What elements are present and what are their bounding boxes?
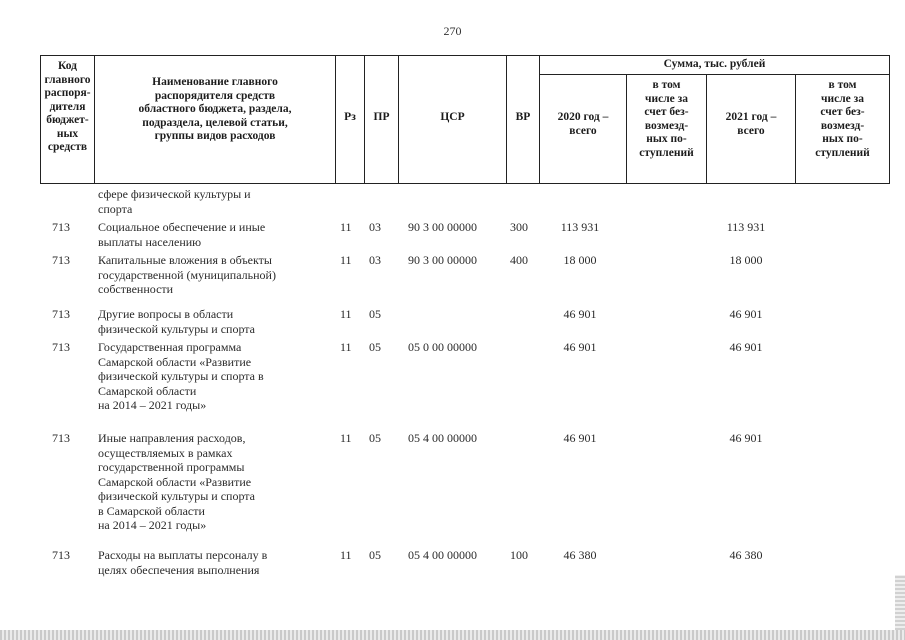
row-sum-2020: 46 380 — [563, 548, 597, 562]
header-rz: Рз — [344, 111, 356, 123]
row-csr: 90 3 00 00000 — [408, 253, 477, 267]
row-rz: 11 — [340, 220, 352, 234]
row-rz: 11 — [340, 253, 352, 267]
header-code: Код главного распоря- дителя бюджет- ных средств — [44, 60, 91, 153]
row-pr: 05 — [369, 548, 381, 562]
row-rz: 11 — [340, 548, 352, 562]
row-pr: 03 — [369, 253, 381, 267]
row-sum-2021: 46 901 — [729, 307, 763, 321]
row-rz: 11 — [340, 340, 352, 354]
row-name: Расходы на выплаты персоналу в целях обеспечения выполнения — [98, 548, 268, 577]
row-csr: 90 3 00 00000 — [408, 220, 477, 234]
row-sum-2021: 46 380 — [729, 548, 763, 562]
row-sum-2020: 18 000 — [563, 253, 597, 267]
scan-edge-bottom — [0, 630, 905, 640]
row-sum-2020: 46 901 — [563, 340, 597, 354]
row-code: 713 — [52, 253, 70, 267]
header-csr: ЦСР — [440, 111, 465, 123]
row-vr: 400 — [510, 253, 528, 267]
row-name: Государственная программа Самарской области «Развитие физической культуры и спорта в Самарской области на 2014 – 2021 годы» — [98, 340, 264, 412]
header-2020-free: в том числе за счет без- возмезд- ных по- ступлений — [639, 79, 694, 159]
row-pr: 03 — [369, 220, 381, 234]
row-csr: 05 0 00 00000 — [408, 340, 477, 354]
row-name: Капитальные вложения в объекты государственной (муниципальной) собственности — [98, 253, 276, 296]
row-rz: 11 — [340, 431, 352, 445]
header-2021-free: в том числе за счет без- возмезд- ных по- ступлений — [815, 79, 870, 159]
page-number: 270 — [443, 24, 462, 38]
row-code: 713 — [52, 340, 70, 354]
header-border-right — [889, 55, 890, 184]
row-vr: 100 — [510, 548, 528, 562]
row-sum-2021: 46 901 — [729, 340, 763, 354]
header-2021-total: 2021 год – всего — [725, 111, 777, 137]
row-name: сфере физической культуры и спорта — [98, 187, 251, 216]
row-code: 713 — [52, 548, 70, 562]
row-name: Социальное обеспечение и иные выплаты населению — [98, 220, 266, 249]
header-2020-total: 2020 год – всего — [557, 111, 609, 137]
header-vr: ВР — [515, 111, 531, 123]
row-sum-2021: 46 901 — [729, 431, 763, 445]
scan-edge-right — [895, 575, 905, 630]
row-code: 713 — [52, 220, 70, 234]
row-vr: 300 — [510, 220, 528, 234]
header-bottom-border — [40, 183, 890, 184]
row-name: Иные направления расходов, осуществляемых в рамках государственной программы Самарской области «Развитие физической культуры и спорта в Самарской области на 2014 – 2021 годы» — [98, 431, 256, 532]
row-name: Другие вопросы в области физической культуры и спорта — [98, 307, 256, 336]
sum-group-divider — [539, 74, 890, 75]
row-sum-2021: 18 000 — [729, 253, 763, 267]
row-code: 713 — [52, 431, 70, 445]
row-sum-2021: 113 931 — [726, 220, 766, 234]
header-name: Наименование главного распорядителя средств областного бюджета, раздела, подраздела, целевой статьи, группы видов расходов — [138, 76, 292, 142]
row-code: 713 — [52, 307, 70, 321]
header-top-border — [40, 55, 890, 56]
row-sum-2020: 113 931 — [560, 220, 600, 234]
row-rz: 11 — [340, 307, 352, 321]
row-csr: 05 4 00 00000 — [408, 431, 477, 445]
row-csr: 05 4 00 00000 — [408, 548, 477, 562]
row-pr: 05 — [369, 431, 381, 445]
header-pr: ПР — [373, 111, 390, 123]
row-sum-2020: 46 901 — [563, 431, 597, 445]
row-pr: 05 — [369, 340, 381, 354]
row-sum-2020: 46 901 — [563, 307, 597, 321]
header-sum-group: Сумма, тыс. рублей — [663, 58, 766, 70]
row-pr: 05 — [369, 307, 381, 321]
